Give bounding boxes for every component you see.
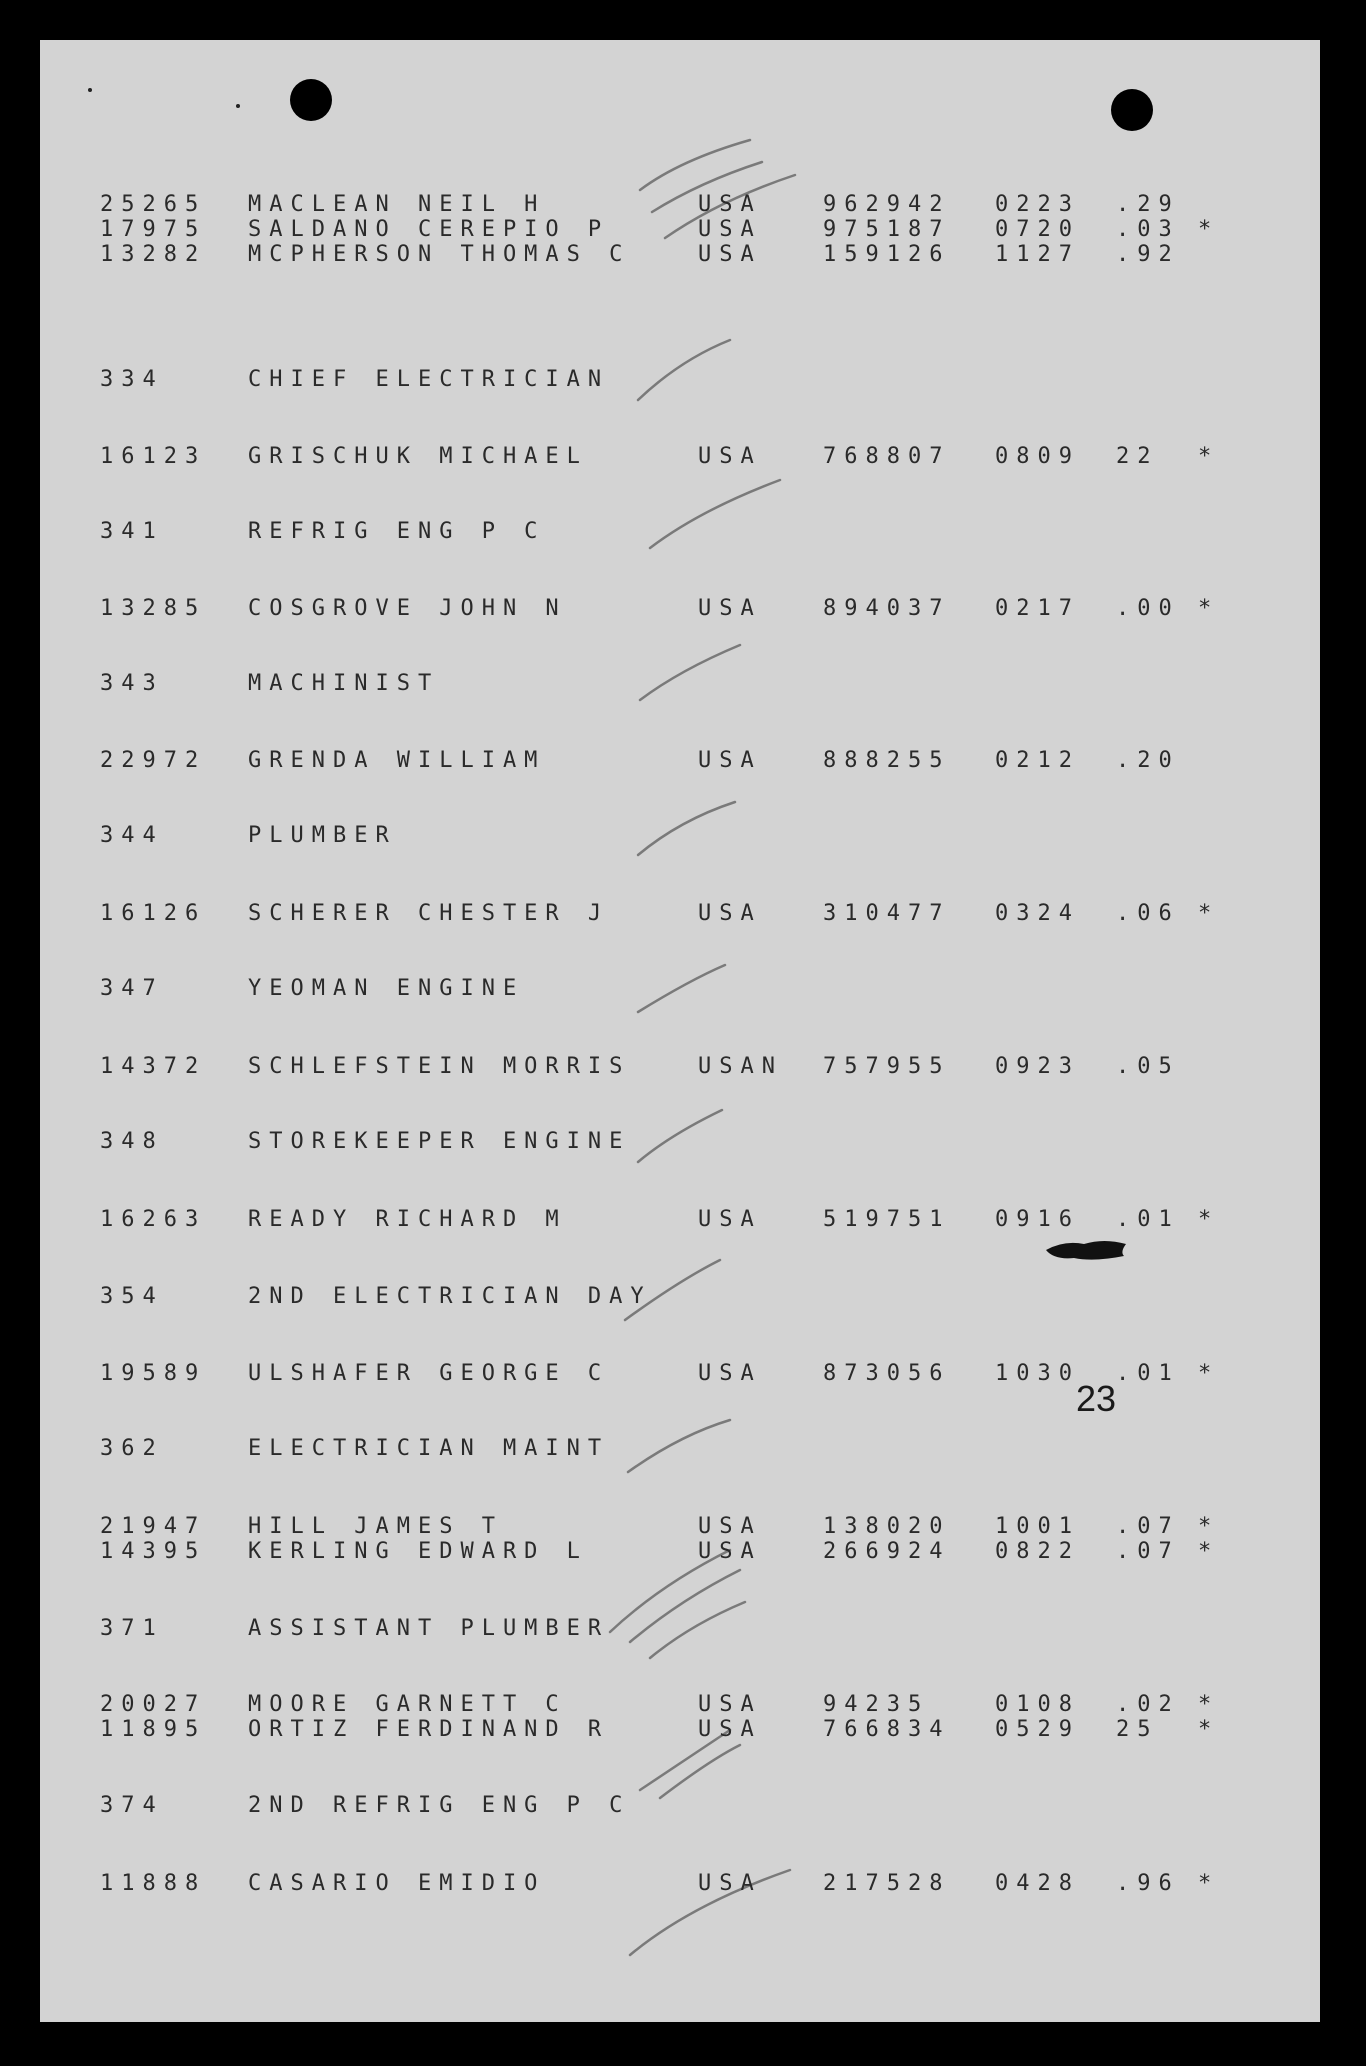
- crew-name: MCPHERSON THOMAS C: [248, 242, 631, 267]
- rating-code: 334: [100, 367, 164, 392]
- entry-id: 21947: [100, 1514, 207, 1539]
- date-code: 1127: [995, 242, 1080, 267]
- rating-code: 371: [100, 1616, 164, 1641]
- date-code: 0529: [995, 1717, 1080, 1742]
- document-number: 266924: [823, 1539, 951, 1564]
- asterisk-mark: *: [1198, 1361, 1212, 1386]
- document-number: 888255: [823, 748, 951, 773]
- crew-entry-row: [40, 1539, 1320, 1567]
- entry-id: 20027: [100, 1692, 207, 1717]
- rating-code: 362: [100, 1436, 164, 1461]
- rating-title: ELECTRICIAN MAINT: [248, 1436, 610, 1461]
- asterisk-mark: *: [1198, 1871, 1212, 1896]
- nationality: USA: [698, 1871, 762, 1896]
- entry-id: 22972: [100, 748, 207, 773]
- document-number: 757955: [823, 1054, 951, 1079]
- date-code: 0822: [995, 1539, 1080, 1564]
- nationality: USA: [698, 1514, 762, 1539]
- entry-id: 25265: [100, 192, 207, 217]
- entry-id: 14395: [100, 1539, 207, 1564]
- document-number: 894037: [823, 596, 951, 621]
- crew-name: CASARIO EMIDIO: [248, 1871, 546, 1896]
- date-code: 1001: [995, 1514, 1080, 1539]
- date-code: 0916: [995, 1207, 1080, 1232]
- rating-code: 347: [100, 976, 164, 1001]
- crew-name: GRISCHUK MICHAEL: [248, 444, 588, 469]
- nationality: USA: [698, 444, 762, 469]
- amount: .02: [1116, 1692, 1180, 1717]
- rating-code: 348: [100, 1129, 164, 1154]
- nationality: USA: [698, 1717, 762, 1742]
- rating-code: 344: [100, 823, 164, 848]
- amount: .96: [1116, 1871, 1180, 1896]
- crew-name: MOORE GARNETT C: [248, 1692, 567, 1717]
- rating-code: 341: [100, 519, 164, 544]
- nationality: USA: [698, 217, 762, 242]
- asterisk-mark: *: [1198, 1539, 1212, 1564]
- rating-title: CHIEF ELECTRICIAN: [248, 367, 610, 392]
- speck-mark: [88, 88, 92, 92]
- nationality: USA: [698, 1361, 762, 1386]
- document-number: 94235: [823, 1692, 930, 1717]
- nationality: USA: [698, 242, 762, 267]
- crew-name: HILL JAMES T: [248, 1514, 503, 1539]
- speck-mark: [236, 104, 240, 108]
- document-number: 138020: [823, 1514, 951, 1539]
- amount: .03: [1116, 217, 1180, 242]
- date-code: 0212: [995, 748, 1080, 773]
- entry-id: 17975: [100, 217, 207, 242]
- nationality: USAN: [698, 1054, 783, 1079]
- amount: 22: [1116, 444, 1159, 469]
- crew-entry-row: [40, 596, 1320, 624]
- rating-header-row: [40, 1284, 1320, 1312]
- nationality: USA: [698, 192, 762, 217]
- asterisk-mark: *: [1198, 1207, 1212, 1232]
- crew-entry-row: [40, 1871, 1320, 1899]
- crew-entry-row: [40, 1207, 1320, 1235]
- rating-title: 2ND ELECTRICIAN DAY: [248, 1284, 652, 1309]
- date-code: 0223: [995, 192, 1080, 217]
- page-number: 23: [1076, 1378, 1117, 1419]
- document-number: 962942: [823, 192, 951, 217]
- amount: .07: [1116, 1539, 1180, 1564]
- entry-id: 11888: [100, 1871, 207, 1896]
- ink-blot: [1044, 1238, 1128, 1262]
- crew-name: SCHLEFSTEIN MORRIS: [248, 1054, 631, 1079]
- nationality: USA: [698, 1539, 762, 1564]
- rating-code: 343: [100, 671, 164, 696]
- rating-header-row: [40, 1616, 1320, 1644]
- rating-header-row: [40, 976, 1320, 1004]
- document-number: 217528: [823, 1871, 951, 1896]
- crew-entry-row: [40, 444, 1320, 472]
- asterisk-mark: *: [1198, 1692, 1212, 1717]
- asterisk-mark: *: [1198, 1717, 1212, 1742]
- rating-header-row: [40, 1436, 1320, 1464]
- rating-header-row: [40, 1793, 1320, 1821]
- crew-name: SCHERER CHESTER J: [248, 901, 610, 926]
- crew-entry-row: [40, 242, 1320, 270]
- amount: .20: [1116, 748, 1180, 773]
- entry-id: 13285: [100, 596, 207, 621]
- nationality: USA: [698, 748, 762, 773]
- entry-id: 11895: [100, 1717, 207, 1742]
- date-code: 1030: [995, 1361, 1080, 1386]
- amount: .06: [1116, 901, 1180, 926]
- date-code: 0809: [995, 444, 1080, 469]
- date-code: 0428: [995, 1871, 1080, 1896]
- entry-id: 14372: [100, 1054, 207, 1079]
- crew-entry-row: [40, 1054, 1320, 1082]
- rating-title: STOREKEEPER ENGINE: [248, 1129, 631, 1154]
- crew-entry-row: [40, 1514, 1320, 1542]
- nationality: USA: [698, 1692, 762, 1717]
- date-code: 0720: [995, 217, 1080, 242]
- asterisk-mark: *: [1198, 596, 1212, 621]
- document-number: 310477: [823, 901, 951, 926]
- rating-title: PLUMBER: [248, 823, 397, 848]
- rating-code: 354: [100, 1284, 164, 1309]
- crew-name: KERLING EDWARD L: [248, 1539, 588, 1564]
- date-code: 0324: [995, 901, 1080, 926]
- date-code: 0108: [995, 1692, 1080, 1717]
- document-number: 975187: [823, 217, 951, 242]
- rating-header-row: [40, 367, 1320, 395]
- crew-name: READY RICHARD M: [248, 1207, 567, 1232]
- document-number: 159126: [823, 242, 951, 267]
- rating-title: MACHINIST: [248, 671, 440, 696]
- crew-name: ORTIZ FERDINAND R: [248, 1717, 610, 1742]
- entry-id: 19589: [100, 1361, 207, 1386]
- rating-code: 374: [100, 1793, 164, 1818]
- rating-header-row: [40, 1129, 1320, 1157]
- amount: .29: [1116, 192, 1180, 217]
- rating-title: 2ND REFRIG ENG P C: [248, 1793, 631, 1818]
- asterisk-mark: *: [1198, 444, 1212, 469]
- document-number: 768807: [823, 444, 951, 469]
- crew-name: MACLEAN NEIL H: [248, 192, 546, 217]
- date-code: 0217: [995, 596, 1080, 621]
- crew-entry-row: [40, 1717, 1320, 1745]
- amount: .01: [1116, 1361, 1180, 1386]
- crew-name: COSGROVE JOHN N: [248, 596, 567, 621]
- rating-title: REFRIG ENG P C: [248, 519, 546, 544]
- nationality: USA: [698, 1207, 762, 1232]
- crew-name: SALDANO CEREPIO P: [248, 217, 610, 242]
- amount: .00: [1116, 596, 1180, 621]
- rating-header-row: [40, 671, 1320, 699]
- document-page: [40, 40, 1320, 2022]
- date-code: 0923: [995, 1054, 1080, 1079]
- rating-header-row: [40, 519, 1320, 547]
- entry-id: 16126: [100, 901, 207, 926]
- rating-title: YEOMAN ENGINE: [248, 976, 525, 1001]
- asterisk-mark: *: [1198, 1514, 1212, 1539]
- amount: .07: [1116, 1514, 1180, 1539]
- document-number: 766834: [823, 1717, 951, 1742]
- rating-title: ASSISTANT PLUMBER: [248, 1616, 610, 1641]
- entry-id: 13282: [100, 242, 207, 267]
- crew-entry-row: [40, 1361, 1320, 1389]
- amount: 25: [1116, 1717, 1159, 1742]
- entry-id: 16263: [100, 1207, 207, 1232]
- crew-name: ULSHAFER GEORGE C: [248, 1361, 610, 1386]
- nationality: USA: [698, 901, 762, 926]
- document-number: 519751: [823, 1207, 951, 1232]
- punch-hole-right: [1111, 89, 1153, 131]
- asterisk-mark: *: [1198, 217, 1212, 242]
- crew-entry-row: [40, 1692, 1320, 1720]
- crew-name: GRENDA WILLIAM: [248, 748, 546, 773]
- entry-id: 16123: [100, 444, 207, 469]
- document-number: 873056: [823, 1361, 951, 1386]
- crew-entry-row: [40, 217, 1320, 245]
- rating-header-row: [40, 823, 1320, 851]
- crew-entry-row: [40, 748, 1320, 776]
- nationality: USA: [698, 596, 762, 621]
- asterisk-mark: *: [1198, 901, 1212, 926]
- punch-hole-left: [290, 79, 332, 121]
- crew-entry-row: [40, 901, 1320, 929]
- amount: .05: [1116, 1054, 1180, 1079]
- amount: .01: [1116, 1207, 1180, 1232]
- amount: .92: [1116, 242, 1180, 267]
- crew-entry-row: [40, 192, 1320, 220]
